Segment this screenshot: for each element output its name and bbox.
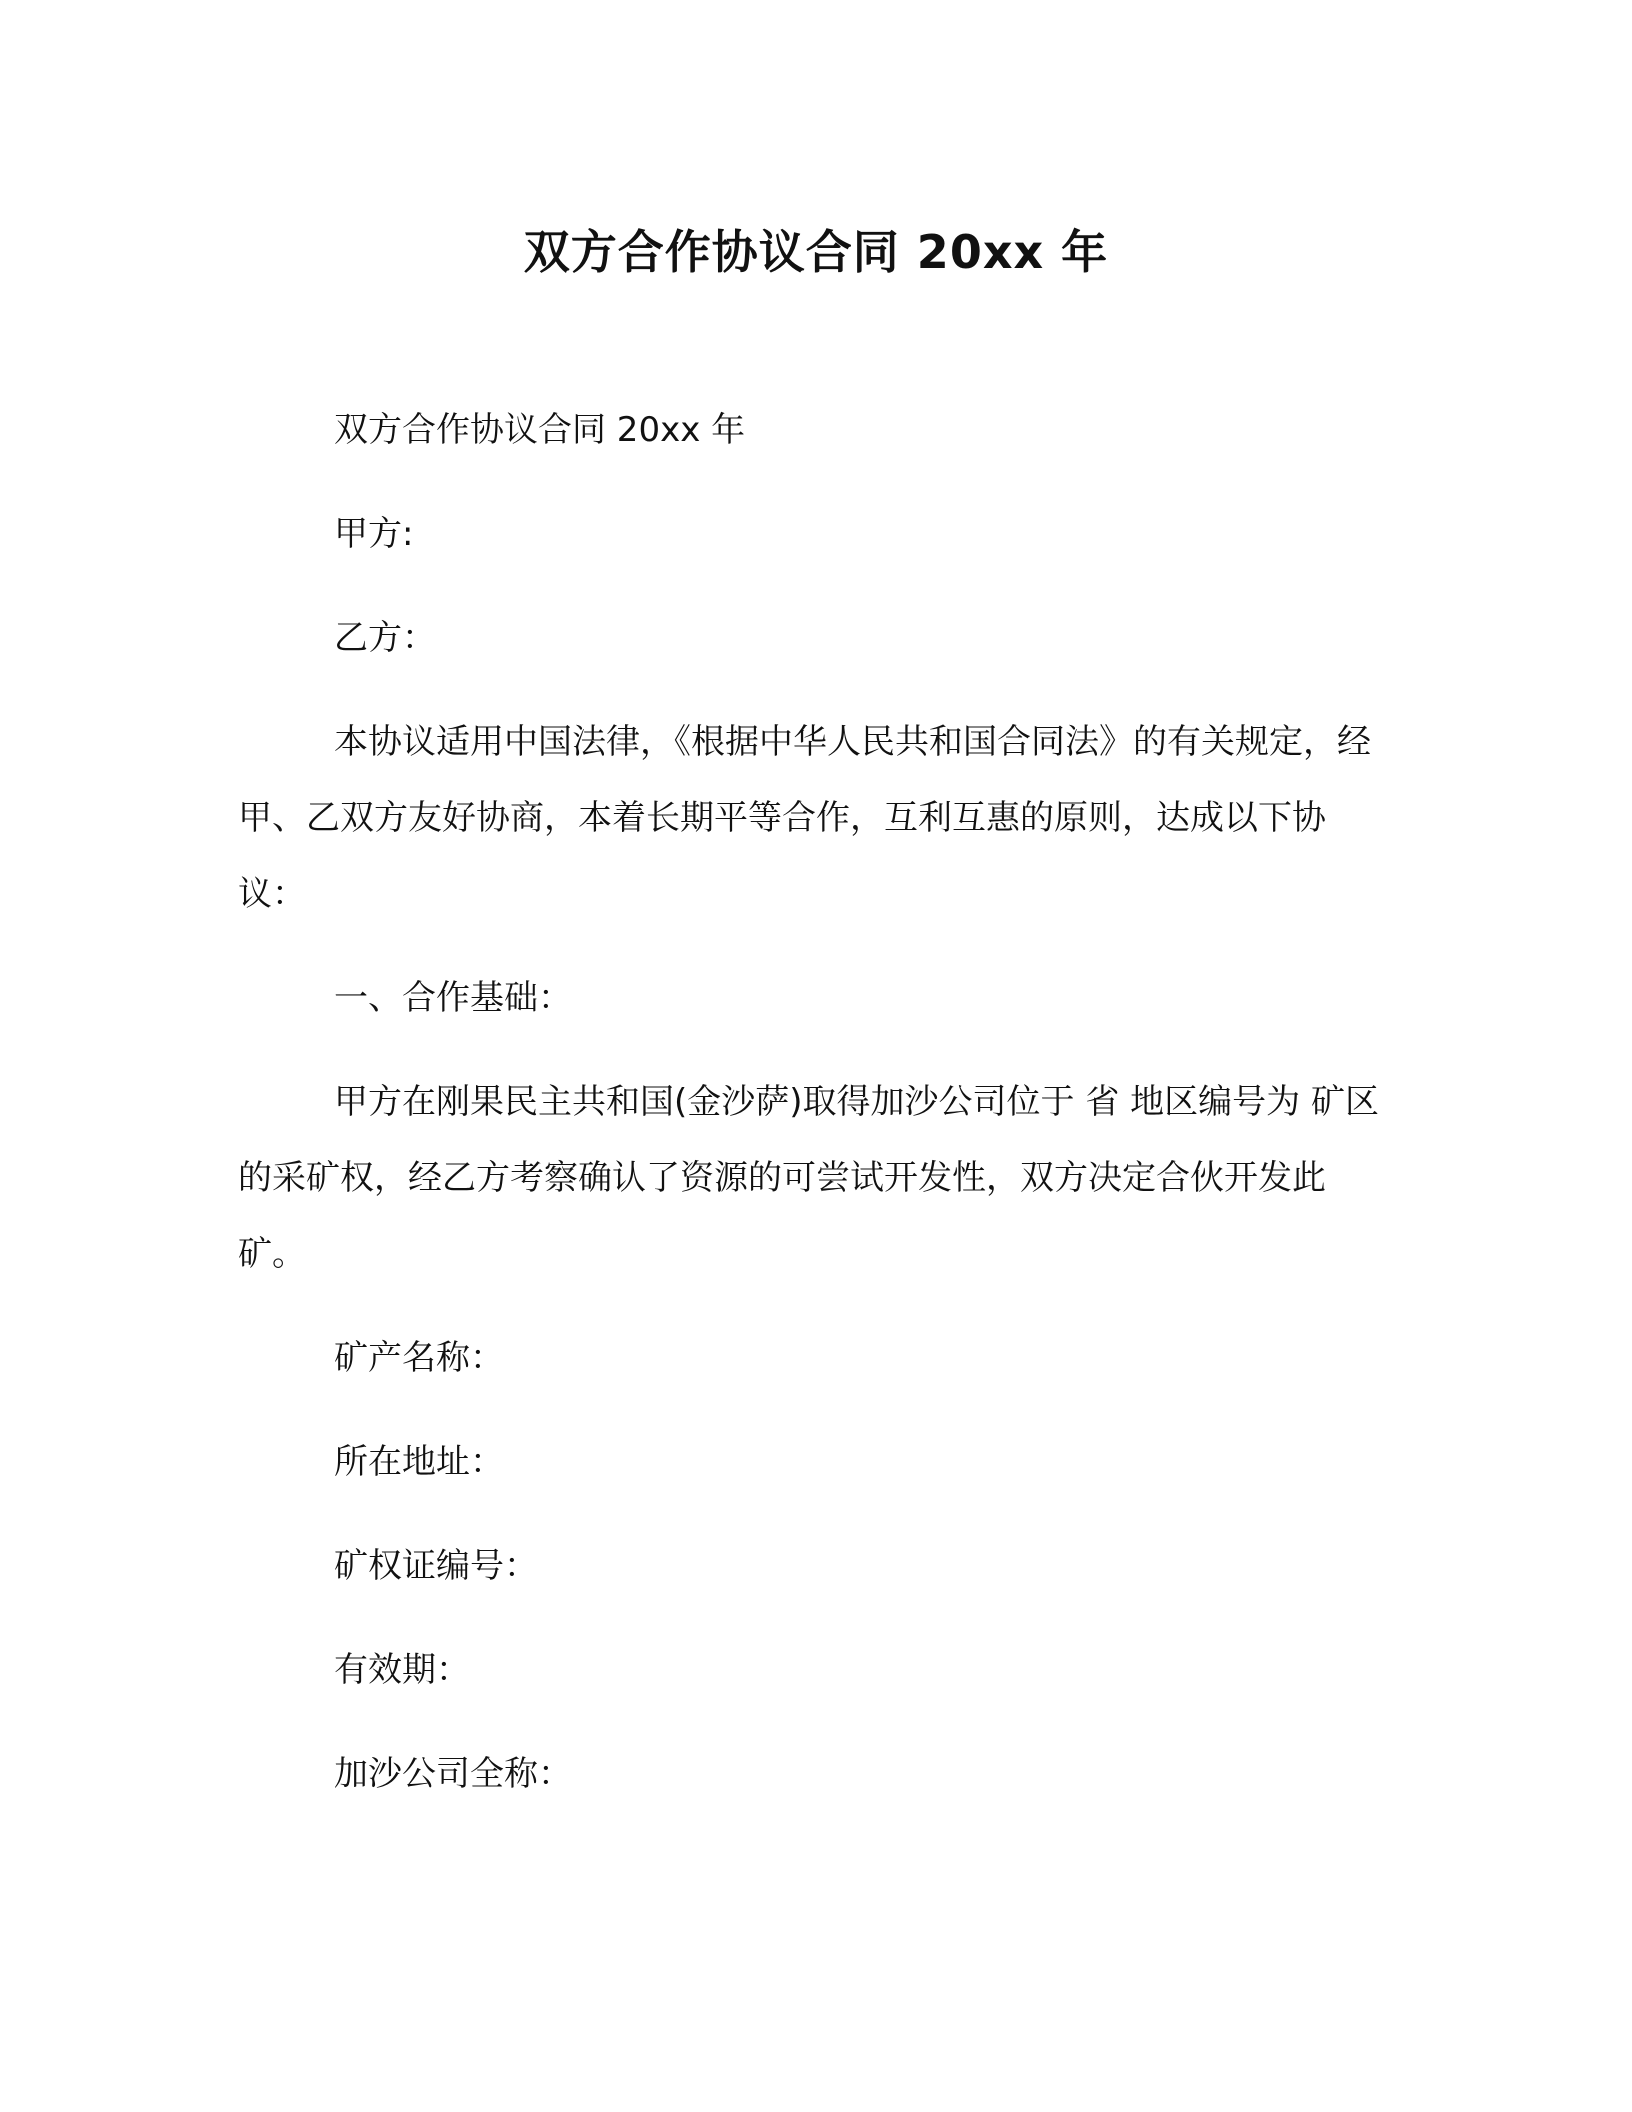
intro-paragraph: 本协议适用中国法律，《根据中华人民共和国合同法》的有关规定，经甲、乙双方友好协商，本着长期平等合作，互利互惠的原则，达成以下协议： <box>238 722 1371 914</box>
party-b-label: 乙方： <box>334 618 436 658</box>
document-subtitle: 双方合作协议合同 20xx 年 <box>334 410 746 450</box>
document-title: 双方合作协议合同 20xx 年 <box>523 225 1109 279</box>
field-company-full-name: 加沙公司全称： <box>334 1754 572 1794</box>
section-1-heading: 一、合作基础： <box>334 978 572 1018</box>
document-body <box>238 392 1388 1840</box>
field-validity-period: 有效期： <box>334 1650 470 1690</box>
section-1-paragraph: 甲方在刚果民主共和国(金沙萨)取得加沙公司位于 省 地区编号为 矿区的采矿权，经乙方考察确认了资源的可尝试开发性，双方决定合伙开发此矿。 <box>238 1082 1379 1274</box>
field-mining-license-number: 矿权证编号： <box>334 1546 538 1586</box>
field-mineral-name: 矿产名称： <box>334 1338 504 1378</box>
field-address: 所在地址： <box>334 1442 504 1482</box>
party-a-label: 甲方: <box>334 514 414 554</box>
